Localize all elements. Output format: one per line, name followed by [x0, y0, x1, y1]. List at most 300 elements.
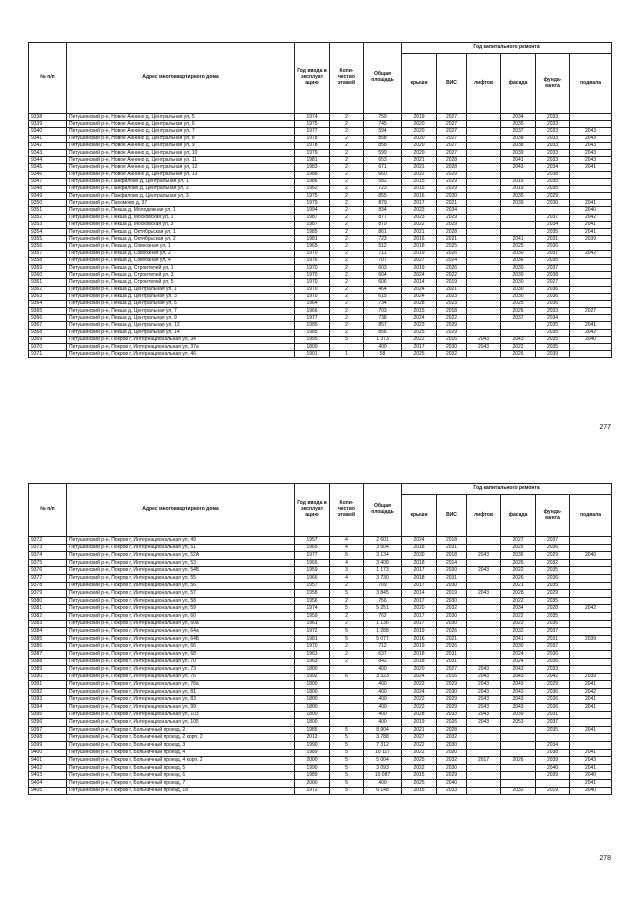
basement-year-cell: 2043: [570, 757, 612, 765]
vis-year-cell: 2030: [437, 612, 467, 620]
floors-cell: 2: [330, 128, 364, 135]
address-cell: Петушинский р-н, Покров г, Интернациональная ул, 70: [67, 658, 295, 666]
total-area-cell: 1 136: [364, 620, 402, 628]
floors-cell: 1: [330, 351, 364, 358]
floors-cell: 4: [330, 544, 364, 552]
table-row: [29, 552, 612, 560]
row-number-cell: 9353: [29, 221, 67, 228]
address-cell: Петушинский р-н, Покров г, Интернациональная ул, 57: [67, 590, 295, 598]
table-row: [29, 764, 612, 772]
col-vis-header: ВИС: [437, 54, 467, 114]
foundation-year-cell: 2036: [536, 650, 570, 658]
total-area-cell: 3 845: [364, 590, 402, 598]
table-row: [29, 537, 612, 545]
facade-year-cell: 2039: [501, 149, 536, 156]
facade-year-cell: 2038: [501, 135, 536, 142]
address-cell: Петушинский р-н, Пекша д, Центральная ул, 14: [67, 329, 295, 336]
basement-year-cell: [570, 272, 612, 279]
facade-year-cell: [501, 322, 536, 329]
vis-year-cell: 2032: [437, 351, 467, 358]
year-built-cell: 1981: [295, 635, 330, 643]
facade-year-cell: 2035: [501, 193, 536, 200]
row-number-cell: 9371: [29, 351, 67, 358]
total-area-cell: 5 004: [364, 757, 402, 765]
facade-year-cell: 2036: [501, 257, 536, 264]
year-built-cell: 1979: [295, 200, 330, 207]
vis-year-cell: 2028: [437, 157, 467, 164]
total-area-cell: 400: [364, 696, 402, 704]
address-cell: Петушинский р-н, Панфилово д, Центральная ул, 1: [67, 178, 295, 185]
row-number-cell: 9364: [29, 300, 67, 307]
roof-year-cell: 2017: [402, 200, 437, 207]
lift-year-cell: [467, 537, 501, 545]
basement-year-cell: 2043: [570, 157, 612, 164]
vis-year-cell: 2030: [437, 742, 467, 750]
row-number-cell: 9342: [29, 142, 67, 149]
roof-year-cell: 2016: [402, 193, 437, 200]
vis-year-cell: 2030: [437, 582, 467, 590]
foundation-year-cell: 2034: [536, 315, 570, 322]
roof-year-cell: 2017: [402, 620, 437, 628]
year-built-cell: 1800: [295, 344, 330, 351]
lift-year-cell: [467, 300, 501, 307]
table-row: [29, 749, 612, 757]
total-area-cell: 603: [364, 264, 402, 271]
basement-year-cell: [570, 719, 612, 727]
lift-year-cell: [467, 742, 501, 750]
table-row: [29, 315, 612, 322]
total-area-cell: 8 904: [364, 726, 402, 734]
row-number-cell: 9379: [29, 590, 67, 598]
lift-year-cell: [467, 628, 501, 636]
lift-year-cell: [467, 264, 501, 271]
year-built-cell: 1901: [295, 351, 330, 358]
row-number-cell: 9386: [29, 643, 67, 651]
lift-year-cell: [467, 620, 501, 628]
vis-year-cell: 2026: [437, 264, 467, 271]
year-built-cell: 1987: [295, 221, 330, 228]
roof-year-cell: 2024: [402, 272, 437, 279]
row-number-cell: 9341: [29, 135, 67, 142]
address-cell: Петушинский р-н, Покров г, Интернациональная ул, 58: [67, 597, 295, 605]
floors-cell: 2: [330, 612, 364, 620]
lift-year-cell: [467, 157, 501, 164]
table-row: [29, 351, 612, 358]
address-cell: Петушинский р-н, Пекша д, Строителей ул, 5: [67, 279, 295, 286]
repair-group-header: Год капитального ремонта: [402, 43, 612, 54]
basement-year-cell: 2041: [570, 322, 612, 329]
table-row: [29, 229, 612, 236]
basement-year-cell: [570, 300, 612, 307]
vis-year-cell: 2029: [437, 329, 467, 336]
table-row: [29, 185, 612, 192]
facade-year-cell: [501, 221, 536, 228]
table-row: [29, 681, 612, 689]
col-vis-header: ВИС: [437, 495, 467, 537]
basement-year-cell: 2041: [570, 696, 612, 704]
foundation-year-cell: 2037: [536, 264, 570, 271]
roof-year-cell: 2018: [402, 559, 437, 567]
address-cell: Петушинский р-н, Покров г, Больничный проезд, 6: [67, 772, 295, 780]
foundation-year-cell: 2029: [536, 193, 570, 200]
foundation-year-cell: 2033: [536, 121, 570, 128]
year-built-cell: 1957: [295, 582, 330, 590]
row-number-cell: 9390: [29, 673, 67, 681]
foundation-year-cell: [536, 780, 570, 788]
lift-year-cell: 2043: [467, 681, 501, 689]
roof-year-cell: 2017: [402, 597, 437, 605]
roof-year-cell: 2015: [402, 178, 437, 185]
address-cell: Петушинский р-н, Покров г, Интернациональная ул, 64Б: [67, 635, 295, 643]
total-area-cell: 756: [364, 597, 402, 605]
facade-year-cell: 2026: [501, 351, 536, 358]
table-row: [29, 336, 612, 343]
year-built-cell: 1966: [295, 308, 330, 315]
address-cell: Петушинский р-н, Панфилово д, Центральная ул, 3: [67, 193, 295, 200]
facade-year-cell: 2022: [501, 597, 536, 605]
foundation-year-cell: 2031: [536, 236, 570, 243]
facade-year-cell: [501, 772, 536, 780]
facade-year-cell: 2023: [501, 620, 536, 628]
year-built-cell: 1974: [295, 605, 330, 613]
total-area-cell: 5 077: [364, 635, 402, 643]
floors-cell: 2: [330, 279, 364, 286]
basement-year-cell: [570, 171, 612, 178]
foundation-year-cell: 2019: [536, 787, 570, 795]
table-row: [29, 114, 612, 121]
lift-year-cell: [467, 308, 501, 315]
foundation-year-cell: 2033: [536, 114, 570, 121]
basement-year-cell: 2042: [570, 250, 612, 257]
floors-cell: 5: [330, 552, 364, 560]
address-cell: Петушинский р-н, Покров г, Интернациональная ул, 37а: [67, 344, 295, 351]
floors-cell: 4: [330, 574, 364, 582]
roof-year-cell: 2016: [402, 236, 437, 243]
floors-cell: 2: [330, 643, 364, 651]
basement-year-cell: [570, 567, 612, 575]
basement-year-cell: [570, 344, 612, 351]
facade-year-cell: 2026: [501, 757, 536, 765]
year-built-cell: 1956: [295, 597, 330, 605]
floors-cell: 2: [330, 200, 364, 207]
facade-year-cell: 2021: [501, 582, 536, 590]
roof-year-cell: 2019: [402, 264, 437, 271]
lift-year-cell: [467, 128, 501, 135]
lift-year-cell: [467, 772, 501, 780]
facade-year-cell: 2025: [501, 544, 536, 552]
foundation-year-cell: 2037: [536, 719, 570, 727]
col-floors-header: Коли-чество этажей: [330, 43, 364, 114]
floors-cell: 5: [330, 787, 364, 795]
row-number-cell: 9393: [29, 696, 67, 704]
total-area-cell: 599: [364, 149, 402, 156]
floors-cell: 2: [330, 142, 364, 149]
year-built-cell: 1970: [295, 293, 330, 300]
lift-year-cell: [467, 605, 501, 613]
facade-year-cell: 2037: [501, 315, 536, 322]
table-row: [29, 772, 612, 780]
basement-year-cell: 2039: [570, 673, 612, 681]
table-row: [29, 597, 612, 605]
address-cell: Петушинский р-н, Пекша д, Центральная ул, 9: [67, 315, 295, 322]
roof-year-cell: 2021: [402, 726, 437, 734]
col-address-header: Адрес многоквартирного дома: [67, 484, 295, 537]
row-number-cell: 9360: [29, 272, 67, 279]
foundation-year-cell: 2039: [536, 772, 570, 780]
address-cell: Петушинский р-н, Пекша д, Строителей ул, 3: [67, 272, 295, 279]
facade-year-cell: [501, 742, 536, 750]
roof-year-cell: 2015: [402, 772, 437, 780]
foundation-year-cell: 2038: [536, 171, 570, 178]
floors-cell: 5: [330, 780, 364, 788]
basement-year-cell: 2027: [570, 308, 612, 315]
floors-cell: 2: [330, 149, 364, 156]
vis-year-cell: 2021: [437, 286, 467, 293]
roof-year-cell: 2022: [402, 696, 437, 704]
facade-year-cell: 2030: [501, 293, 536, 300]
vis-year-cell: 2031: [437, 658, 467, 666]
year-built-cell: 1957: [295, 537, 330, 545]
total-area-cell: 723: [364, 185, 402, 192]
total-area-cell: 400: [364, 681, 402, 689]
facade-year-cell: 2027: [501, 537, 536, 545]
total-area-cell: 10 087: [364, 772, 402, 780]
lift-year-cell: [467, 635, 501, 643]
roof-year-cell: 2017: [402, 582, 437, 590]
facade-year-cell: 2037: [501, 128, 536, 135]
total-area-cell: 861: [364, 229, 402, 236]
table-row: [29, 200, 612, 207]
total-area-cell: 709: [364, 582, 402, 590]
address-cell: Петушинский р-н, Покров г, Интернациональная ул, 60: [67, 612, 295, 620]
address-cell: Петушинский р-н, Покров г, Интернациональная ул, 53: [67, 559, 295, 567]
table-row: [29, 236, 612, 243]
row-number-cell: 9338: [29, 114, 67, 121]
vis-year-cell: 2028: [437, 164, 467, 171]
roof-year-cell: 2020: [402, 605, 437, 613]
address-cell: Петушинский р-н, Пекша д, Центральная ул, 3: [67, 293, 295, 300]
vis-year-cell: 2027: [437, 666, 467, 674]
table-row: [29, 628, 612, 636]
address-cell: Петушинский р-н, Пекша д, Центральная ул, 1: [67, 286, 295, 293]
address-cell: Петушинский р-н, Покров г, Интернациональная ул, 83: [67, 696, 295, 704]
table-row: [29, 157, 612, 164]
facade-year-cell: 2022: [501, 344, 536, 351]
col-basement-header: подвала: [570, 495, 612, 537]
floors-cell: 2: [330, 329, 364, 336]
basement-year-cell: [570, 590, 612, 598]
basement-year-cell: [570, 666, 612, 674]
total-area-cell: 879: [364, 221, 402, 228]
basement-year-cell: 2040: [570, 207, 612, 214]
total-area-cell: 856: [364, 329, 402, 336]
lift-year-cell: [467, 250, 501, 257]
row-number-cell: 9388: [29, 658, 67, 666]
floors-cell: [330, 344, 364, 351]
row-number-cell: 9387: [29, 650, 67, 658]
address-cell: Петушинский р-н, Новое Аннино д, Центральная ул, 12: [67, 164, 295, 171]
year-built-cell: 1994: [295, 207, 330, 214]
vis-year-cell: 2029: [437, 322, 467, 329]
col-address-header: Адрес многоквартирного дома: [67, 43, 295, 114]
lift-year-cell: 2043: [467, 666, 501, 674]
roof-year-cell: 2025: [402, 780, 437, 788]
roof-year-cell: 2025: [402, 351, 437, 358]
year-built-cell: 1989: [295, 749, 330, 757]
facade-year-cell: 2041: [501, 157, 536, 164]
vis-year-cell: 2031: [437, 574, 467, 582]
year-built-cell: 1986: [295, 178, 330, 185]
foundation-year-cell: 2036: [536, 658, 570, 666]
row-number-cell: 9384: [29, 628, 67, 636]
table-row: [29, 726, 612, 734]
roof-year-cell: 2028: [402, 711, 437, 719]
vis-year-cell: 2027: [437, 149, 467, 156]
row-number-cell: 9355: [29, 236, 67, 243]
basement-year-cell: 2040: [570, 552, 612, 560]
floors-cell: 5: [330, 734, 364, 742]
total-area-cell: 858: [364, 142, 402, 149]
year-built-cell: 1963: [295, 658, 330, 666]
vis-year-cell: 2032: [437, 757, 467, 765]
vis-year-cell: 2026: [437, 628, 467, 636]
lift-year-cell: 2043: [467, 673, 501, 681]
address-cell: Петушинский р-н, Пекша д, Совхозная ул, 4: [67, 257, 295, 264]
lift-year-cell: 2043: [467, 344, 501, 351]
row-number-cell: 9398: [29, 734, 67, 742]
total-area-cell: 3 400: [364, 559, 402, 567]
roof-year-cell: 2023: [402, 207, 437, 214]
floors-cell: 2: [330, 229, 364, 236]
table-row: [29, 286, 612, 293]
vis-year-cell: 2027: [437, 114, 467, 121]
floors-cell: 2: [330, 157, 364, 164]
roof-year-cell: 2024: [402, 537, 437, 545]
facade-year-cell: 2043: [501, 688, 536, 696]
facade-year-cell: [501, 726, 536, 734]
vis-year-cell: 2025: [437, 243, 467, 250]
lift-year-cell: 2043: [467, 704, 501, 712]
address-cell: Петушинский р-н, Покров г, Интернациональная ул, 34: [67, 336, 295, 343]
row-number-cell: 9349: [29, 193, 67, 200]
roof-year-cell: 2018: [402, 574, 437, 582]
foundation-year-cell: 2035: [536, 322, 570, 329]
page-number: 277: [599, 424, 611, 431]
facade-year-cell: 2019: [501, 185, 536, 192]
foundation-year-cell: 2037: [536, 214, 570, 221]
year-built-cell: 1979: [295, 149, 330, 156]
facade-year-cell: 2030: [501, 250, 536, 257]
roof-year-cell: 2030: [402, 552, 437, 560]
floors-cell: 2: [330, 650, 364, 658]
lift-year-cell: [467, 193, 501, 200]
year-built-cell: 1990: [295, 742, 330, 750]
table-row: [29, 711, 612, 719]
row-number-cell: 9400: [29, 749, 67, 757]
year-built-cell: 1985: [295, 726, 330, 734]
foundation-year-cell: 2035: [536, 178, 570, 185]
col-foundation-header: фунда-мента: [536, 54, 570, 114]
row-number-cell: 9351: [29, 207, 67, 214]
year-built-cell: 1965: [295, 243, 330, 250]
foundation-year-cell: 2035: [536, 582, 570, 590]
foundation-year-cell: 2035: [536, 726, 570, 734]
basement-year-cell: [570, 612, 612, 620]
row-number-cell: 9346: [29, 171, 67, 178]
address-cell: Петушинский р-н, Покров г, Больничный проезд, 4: [67, 749, 295, 757]
row-number-cell: 9397: [29, 726, 67, 734]
row-number-cell: 9402: [29, 764, 67, 772]
floors-cell: 2: [330, 658, 364, 666]
vis-year-cell: 2028: [437, 726, 467, 734]
row-number-cell: 9339: [29, 121, 67, 128]
foundation-year-cell: 2035: [536, 336, 570, 343]
foundation-year-cell: [536, 207, 570, 214]
col-roof-header: крыши: [402, 495, 437, 537]
floors-cell: 2: [330, 300, 364, 307]
address-cell: Петушинский р-н, Покров г, Больничный проезд, 4 корп. 2: [67, 757, 295, 765]
facade-year-cell: 2024: [501, 658, 536, 666]
roof-year-cell: 2020: [402, 128, 437, 135]
table-row: [29, 121, 612, 128]
lift-year-cell: [467, 749, 501, 757]
floors-cell: 2: [330, 214, 364, 221]
page-277: [0, 0, 640, 452]
foundation-year-cell: 2033: [536, 142, 570, 149]
floors-cell: 2: [330, 250, 364, 257]
foundation-year-cell: 2029: [536, 681, 570, 689]
basement-year-cell: [570, 351, 612, 358]
roof-year-cell: 2018: [402, 658, 437, 666]
vis-year-cell: 2021: [437, 236, 467, 243]
year-built-cell: 1985: [295, 322, 330, 329]
row-number-cell: 9365: [29, 308, 67, 315]
floors-cell: [330, 688, 364, 696]
floors-cell: 2: [330, 620, 364, 628]
floors-cell: [330, 681, 364, 689]
address-cell: Петушинский р-н, Панфилово д, Центральная ул, 2: [67, 185, 295, 192]
facade-year-cell: 2022: [501, 567, 536, 575]
facade-year-cell: 2026: [501, 574, 536, 582]
lift-year-cell: [467, 315, 501, 322]
vis-year-cell: 2030: [437, 764, 467, 772]
floors-cell: 2: [330, 171, 364, 178]
vis-year-cell: 2029: [437, 696, 467, 704]
foundation-year-cell: 2033: [536, 666, 570, 674]
address-cell: Петушинский р-н, Покров г, Интернациональная ул, 55: [67, 574, 295, 582]
vis-year-cell: 2029: [437, 681, 467, 689]
roof-year-cell: 2017: [402, 567, 437, 575]
address-cell: Петушинский р-н, Пекша д, Московская ул, 1: [67, 214, 295, 221]
total-area-cell: 712: [364, 643, 402, 651]
foundation-year-cell: 2035: [536, 329, 570, 336]
basement-year-cell: [570, 597, 612, 605]
roof-year-cell: 2014: [402, 590, 437, 598]
floors-cell: 2: [330, 597, 364, 605]
lift-year-cell: [467, 164, 501, 171]
lift-year-cell: [467, 597, 501, 605]
total-area-cell: 858: [364, 135, 402, 142]
address-cell: Петушинский р-н, Покров г, Больничный проезд, 2 корп. 2: [67, 734, 295, 742]
total-area-cell: 711: [364, 250, 402, 257]
year-built-cell: 1958: [295, 590, 330, 598]
roof-year-cell: 2025: [402, 329, 437, 336]
address-cell: Петушинский р-н, Пекша д, Центральная ул, 5: [67, 300, 295, 307]
col-lift-header: лифтов: [467, 495, 501, 537]
year-built-cell: 1974: [295, 114, 330, 121]
facade-year-cell: [501, 329, 536, 336]
facade-year-cell: [501, 171, 536, 178]
